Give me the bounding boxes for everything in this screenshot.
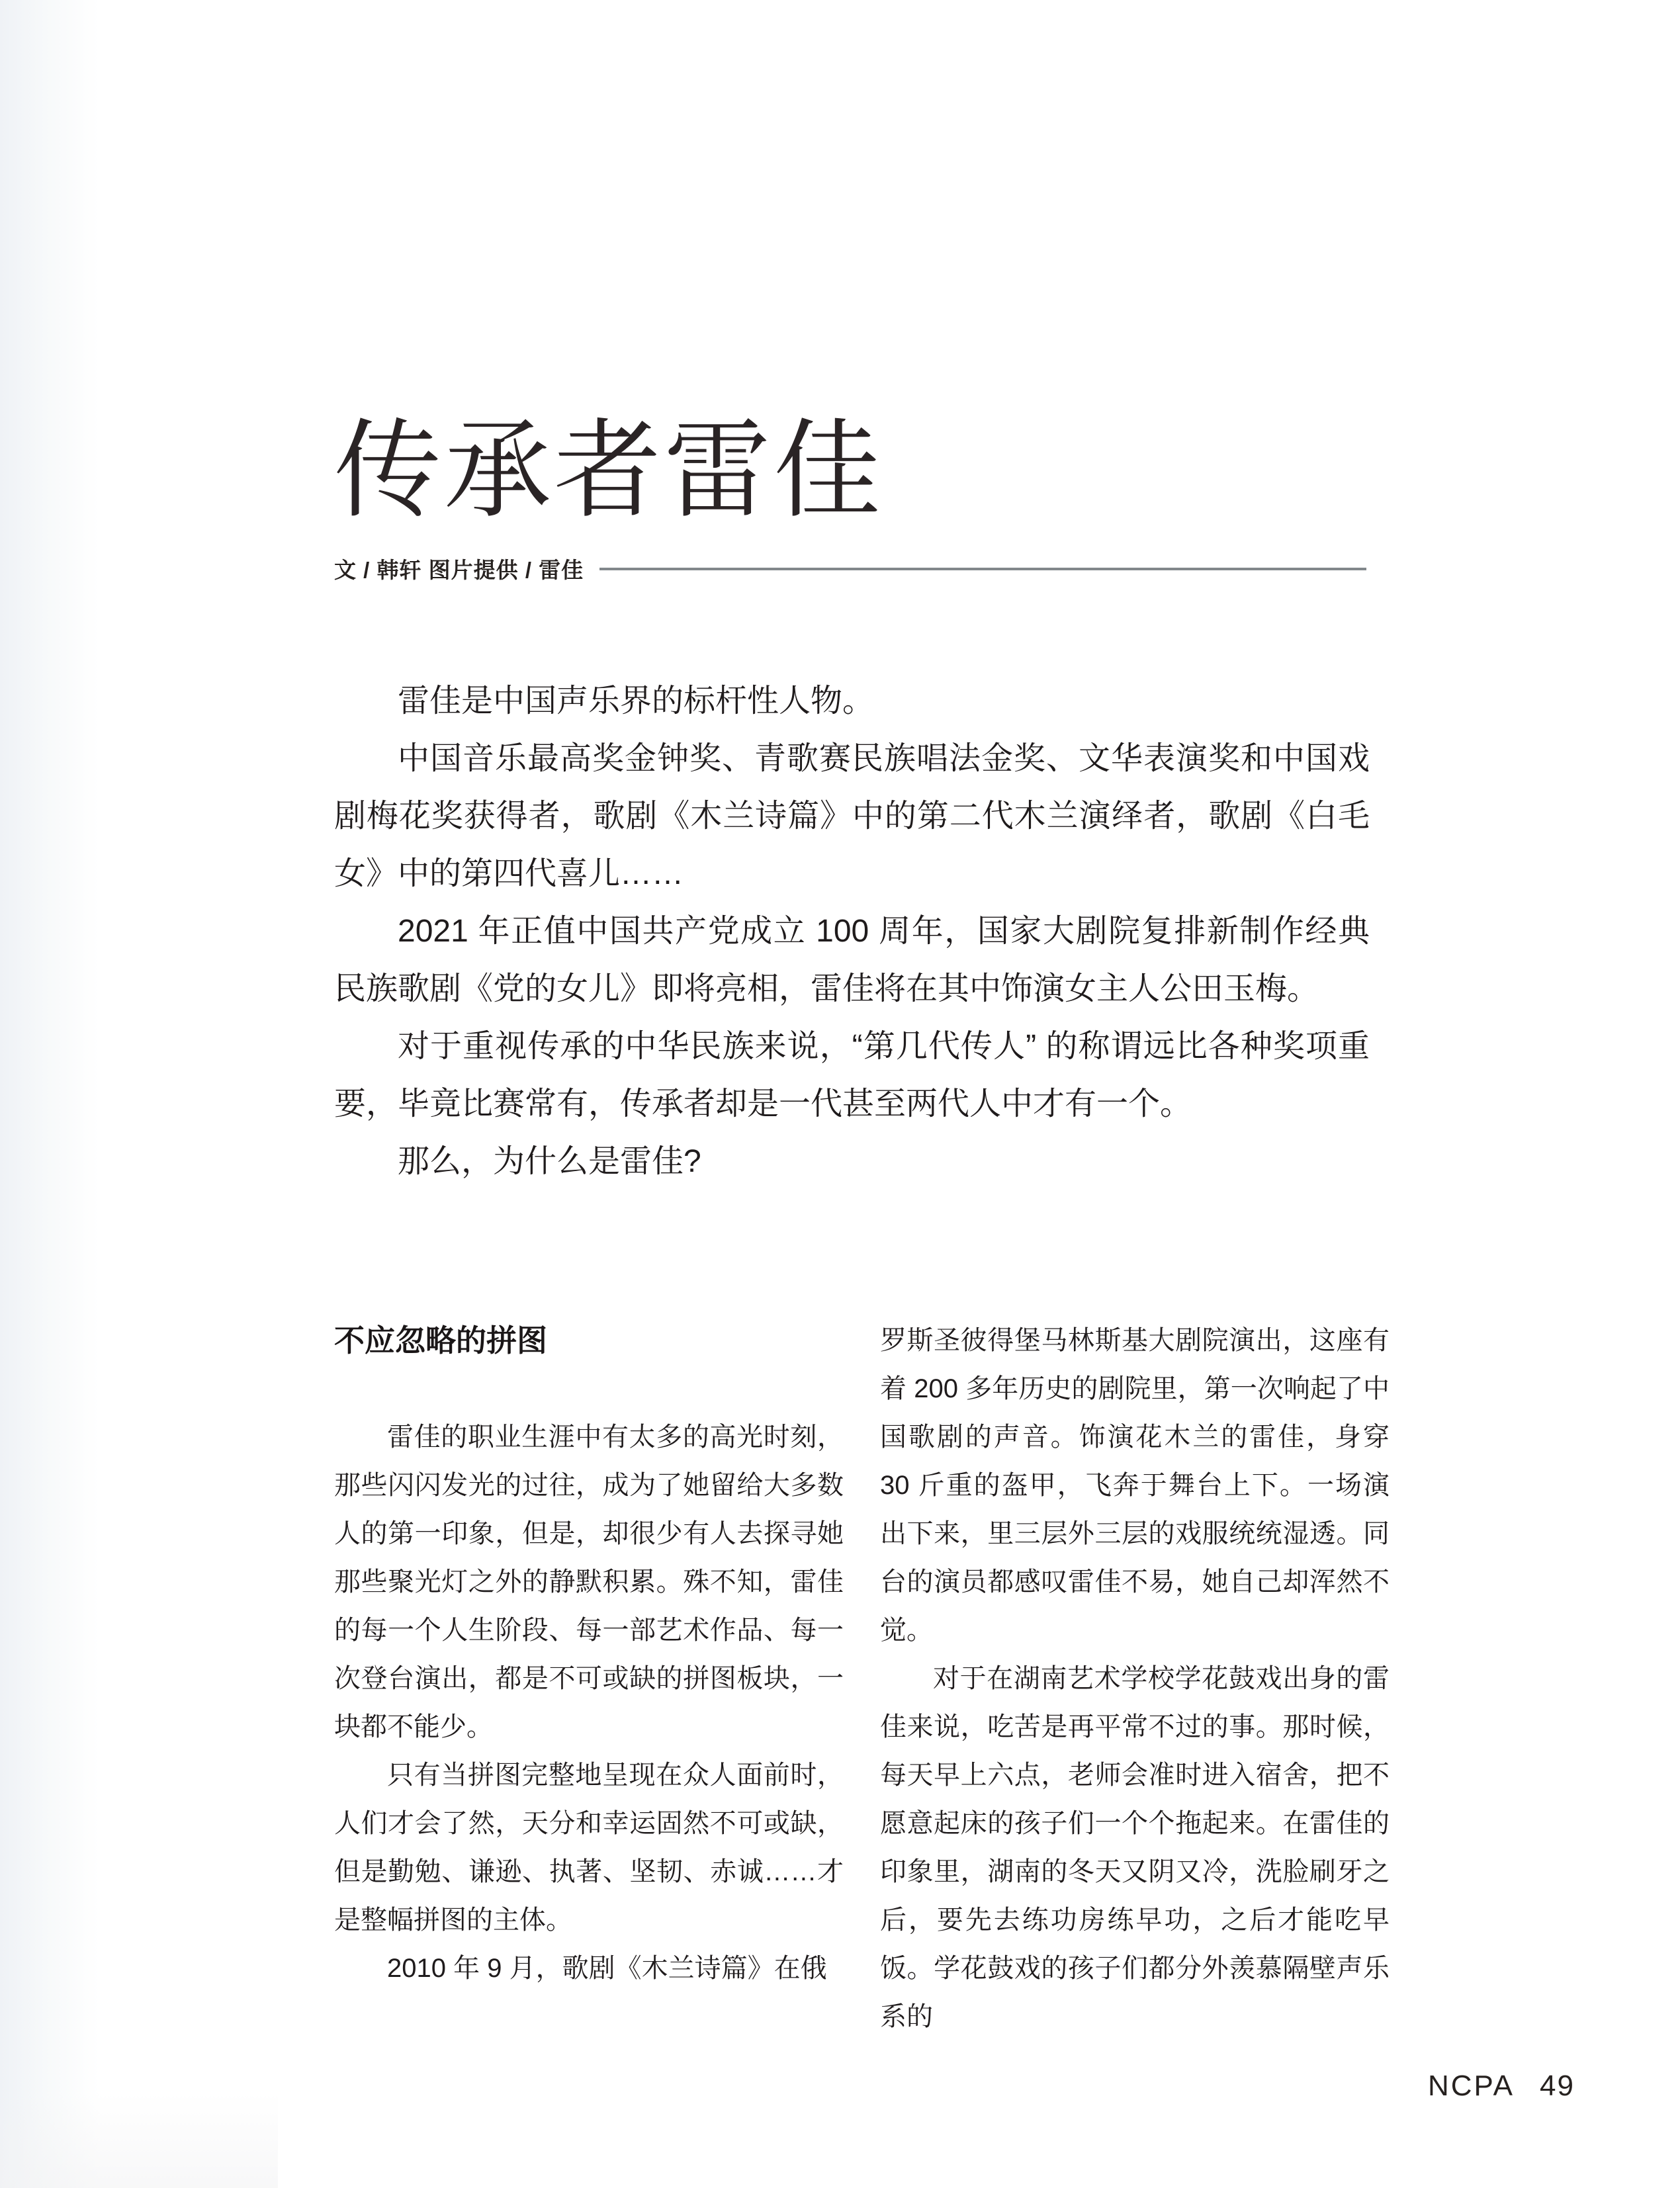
body-paragraph: 只有当拼图完整地呈现在众人面前时，人们才会了然，天分和幸运固然不可或缺，但是勤勉、谦逊、执著、坚韧、赤诚……才是整幅拼图的主体。 [334, 1761, 844, 1935]
byline-rule [599, 568, 1366, 570]
article-columns [334, 1317, 1390, 2041]
footer-brand: NCPA [1428, 2070, 1515, 2102]
right-column [880, 1317, 1390, 2041]
intro-paragraph: 那么，为什么是雷佳? [398, 1144, 701, 1179]
byline-text: 文 / 韩轩 图片提供 / 雷佳 [334, 558, 584, 582]
body-paragraph: 2010 年 9 月，歌剧《木兰诗篇》在俄 [387, 1954, 827, 1983]
intro-paragraph: 对于重视传承的中华民族来说，“第几代传人” 的称谓远比各种奖项重要，毕竟比赛常有，传承者却是一代甚至两代人中才有一个。 [334, 1029, 1370, 1121]
page-footer [1428, 2070, 1575, 2103]
body-paragraph: 对于在湖南艺术学校学花鼓戏出身的雷佳来说，吃苦是再平常不过的事。那时候，每天早上六点，老师会准时进入宿舍，把不愿意起床的孩子们一个个拖起来。在雷佳的印象里，湖南的冬天又阴又冷，洗脸刷牙之后，要先去练功房练早功，之后才能吃早饭。学花鼓戏的孩子们都分外羡慕隔壁声乐系的 [880, 1664, 1390, 2031]
byline [334, 553, 1366, 584]
page-left-edge-shade [0, 0, 99, 2188]
body-paragraph: 罗斯圣彼得堡马林斯基大剧院演出，这座有着 200 多年历史的剧院里，第一次响起了中国歌剧的声音。饰演花木兰的雷佳，身穿 30 斤重的盔甲，飞奔于舞台上下。一场演出下来，里三层外三层的戏服统统湿透。同台的演员都感叹雷佳不易，她自己却浑然不觉。 [880, 1326, 1390, 1645]
section-heading: 不应忽略的拼图 [334, 1323, 547, 1358]
intro-block [334, 672, 1370, 1190]
intro-paragraph: 2021 年正值中国共产党成立 100 周年，国家大剧院复排新制作经典民族歌剧《党的女儿》即将亮相，雷佳将在其中饰演女主人公田玉梅。 [334, 914, 1370, 1006]
page-bottom-edge-shade [0, 2082, 278, 2188]
intro-paragraph: 中国音乐最高奖金钟奖、青歌赛民族唱法金奖、文华表演奖和中国戏剧梅花奖获得者，歌剧《木兰诗篇》中的第二代木兰演绎者，歌剧《白毛女》中的第四代喜儿…… [334, 741, 1370, 891]
page-title: 传承者雷佳 [334, 412, 883, 531]
intro-paragraph: 雷佳是中国声乐界的标杆性人物。 [398, 683, 875, 719]
footer-page-number: 49 [1539, 2070, 1575, 2102]
body-paragraph: 雷佳的职业生涯中有太多的高光时刻，那些闪闪发光的过往，成为了她留给大多数人的第一印象，但是，却很少有人去探寻她那些聚光灯之外的静默积累。殊不知，雷佳的每一个人生阶段、每一部艺术作品、每一次登台演出，都是不可或缺的拼图板块，一块都不能少。 [334, 1422, 844, 1741]
left-column [334, 1317, 844, 2041]
